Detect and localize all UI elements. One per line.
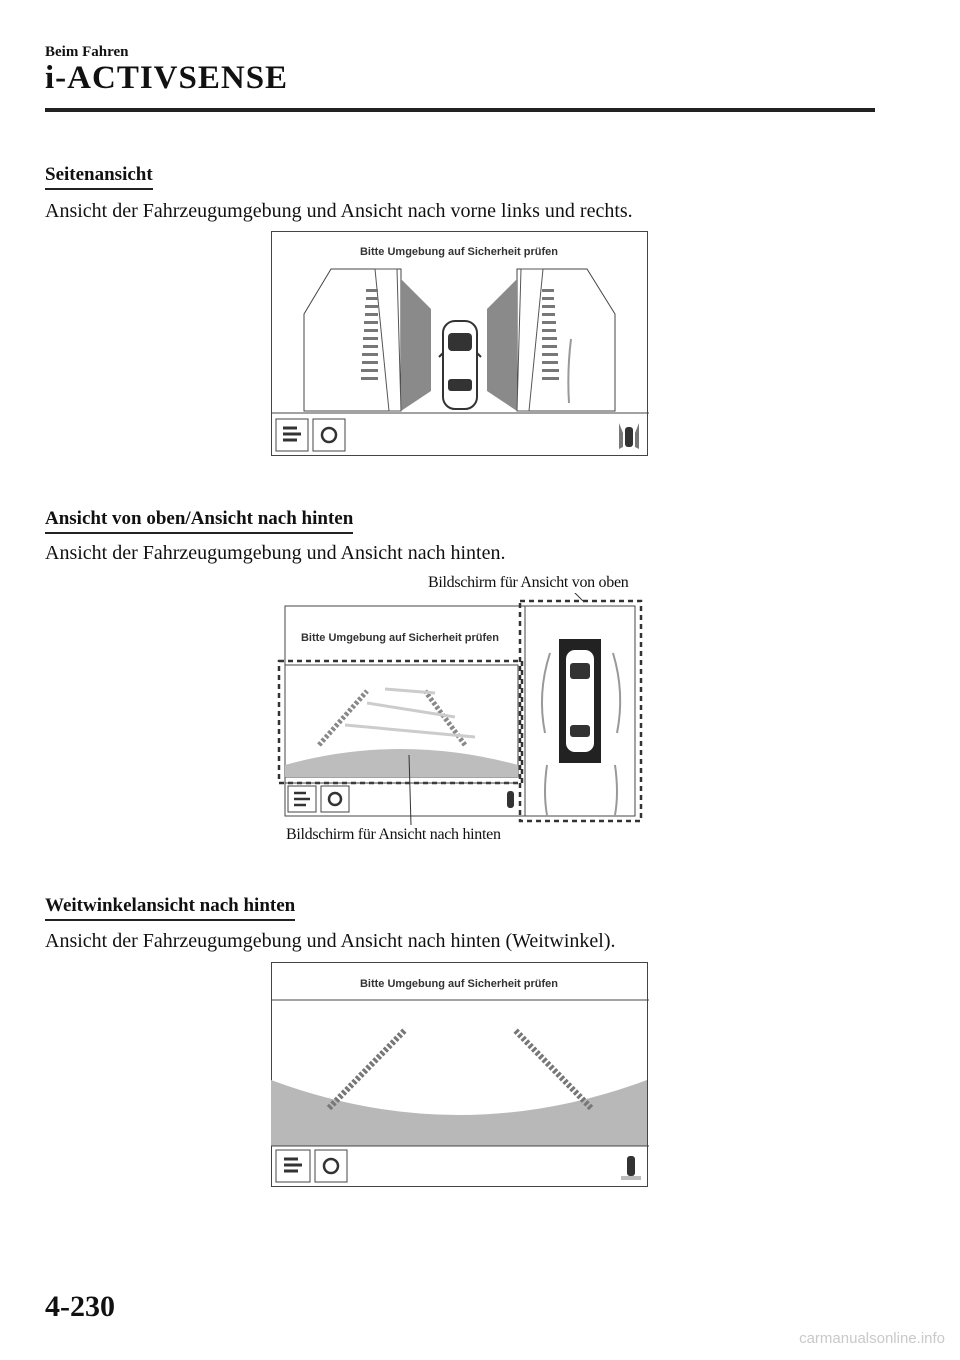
settings-gear-icon[interactable]: [321, 786, 349, 812]
watermark: carmanualsonline.info: [799, 1330, 945, 1347]
figure-top-rear-view: [275, 593, 645, 825]
screen-title-3: Bitte Umgebung auf Sicherheit prüfen: [359, 978, 559, 990]
header-rule: [45, 108, 875, 112]
heading-side-view: Seitenansicht: [45, 164, 153, 190]
settings-gear-icon[interactable]: [313, 419, 345, 451]
car-top-icon: [439, 321, 481, 409]
heading-wide-rear-view: Weitwinkelansicht nach hinten: [45, 895, 295, 921]
screen-title: Bitte Umgebung auf Sicherheit prüfen: [359, 246, 559, 258]
chapter-title: i-ACTIVSENSE: [45, 60, 289, 96]
callout-top-view: Bildschirm für Ansicht von oben: [428, 574, 629, 591]
page-number: 4-230: [45, 1290, 115, 1323]
view-switch-icon[interactable]: [276, 419, 308, 451]
screen-title-2: Bitte Umgebung auf Sicherheit prüfen: [300, 632, 500, 644]
view-switch-icon[interactable]: [288, 786, 316, 812]
sensor-status-icon: [507, 791, 514, 808]
settings-gear-icon[interactable]: [315, 1150, 347, 1182]
callout-rear-view: Bildschirm für Ansicht nach hinten: [286, 826, 501, 843]
heading-top-rear-view: Ansicht von oben/Ansicht nach hinten: [45, 508, 353, 534]
text-wide-rear-view: Ansicht der Fahrzeugumgebung und Ansicht nach hinten (Weitwinkel).: [45, 930, 616, 952]
figure-wide-rear-view: [271, 962, 649, 1188]
figure-side-view: [271, 231, 649, 457]
text-side-view: Ansicht der Fahrzeugumgebung und Ansicht nach vorne links und rechts.: [45, 200, 633, 222]
view-switch-icon[interactable]: [276, 1150, 310, 1182]
text-top-rear-view: Ansicht der Fahrzeugumgebung und Ansicht nach hinten.: [45, 542, 506, 564]
section-kicker: Beim Fahren: [45, 44, 129, 60]
